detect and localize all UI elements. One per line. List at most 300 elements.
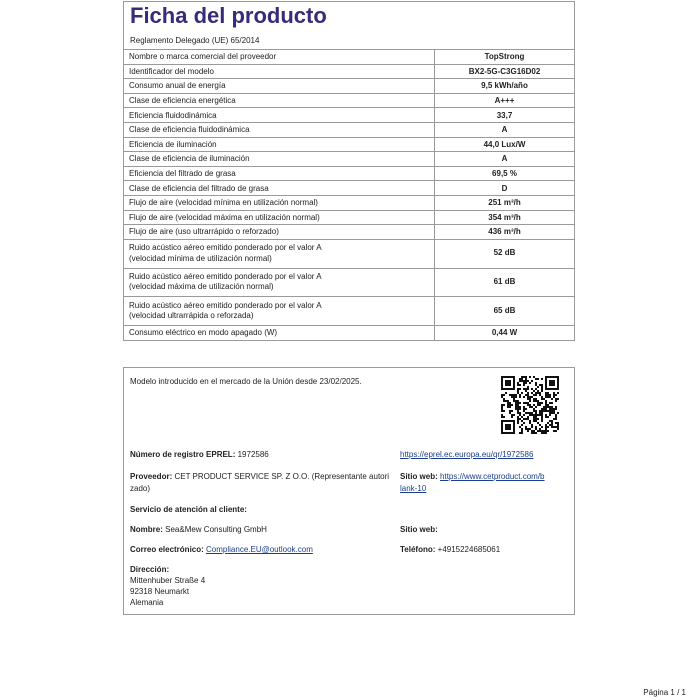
address-block <box>130 564 205 608</box>
qr-module <box>547 422 549 424</box>
email-label: Correo electrónico: <box>130 545 204 554</box>
qr-module <box>555 416 557 418</box>
qr-module <box>535 410 537 412</box>
qr-module <box>535 414 537 416</box>
qr-module <box>533 418 535 420</box>
qr-module <box>549 380 555 386</box>
qr-module <box>527 402 529 404</box>
qr-module <box>555 426 557 428</box>
qr-module <box>517 420 519 422</box>
qr-module <box>555 422 557 424</box>
qr-module <box>523 410 525 412</box>
qr-module <box>511 416 513 418</box>
qr-module <box>537 418 539 420</box>
row-label: Consumo anual de energía <box>124 79 435 94</box>
spec-table-body <box>124 50 575 341</box>
service-name-row <box>130 525 267 534</box>
qr-module <box>529 396 531 398</box>
table-row <box>124 166 575 181</box>
page-title: Ficha del producto <box>130 3 327 28</box>
qr-module <box>547 430 549 432</box>
table-row <box>124 239 575 268</box>
qr-module <box>531 396 533 398</box>
qr-module <box>535 382 537 384</box>
qr-module <box>541 386 543 388</box>
table-row <box>124 50 575 65</box>
qr-module <box>537 422 539 424</box>
qr-module <box>527 396 529 398</box>
qr-module <box>523 418 525 420</box>
qr-module <box>515 402 517 404</box>
qr-module <box>541 408 543 410</box>
qr-module <box>549 424 551 426</box>
qr-module <box>523 384 525 386</box>
provider-value-line2: zado) <box>130 484 151 493</box>
qr-module <box>521 420 523 422</box>
row-label: Identificador del modelo <box>124 64 435 79</box>
qr-module <box>553 418 555 420</box>
qr-module <box>503 398 505 400</box>
qr-module <box>501 396 503 398</box>
row-value: BX2-5G-C3G16D02 <box>435 64 575 79</box>
qr-module <box>519 378 521 380</box>
qr-module <box>525 428 527 430</box>
qr-module <box>525 426 527 428</box>
qr-module <box>545 394 547 396</box>
table-row <box>124 297 575 326</box>
table-row <box>124 137 575 152</box>
qr-module <box>527 392 529 394</box>
qr-module <box>531 412 533 414</box>
qr-module <box>555 430 557 432</box>
qr-module <box>519 414 521 416</box>
qr-module <box>523 408 525 410</box>
qr-module <box>539 424 541 426</box>
qr-module <box>511 404 513 406</box>
row-value: A <box>435 122 575 137</box>
row-value: 61 dB <box>435 268 575 297</box>
qr-module <box>517 416 519 418</box>
row-value: 251 m³/h <box>435 195 575 210</box>
eprel-row <box>130 450 269 459</box>
qr-module <box>515 394 517 396</box>
row-label <box>124 239 435 268</box>
row-label: Consumo eléctrico en modo apagado (W) <box>124 326 435 341</box>
qr-module <box>503 394 505 396</box>
table-row <box>124 326 575 341</box>
row-label: Flujo de aire (velocidad mínima en utilización normal) <box>124 195 435 210</box>
qr-module <box>547 404 549 406</box>
customer-service-label: Servicio de atención al cliente: <box>130 505 247 514</box>
qr-module <box>517 390 519 392</box>
qr-module <box>527 428 529 430</box>
qr-module <box>551 420 553 422</box>
row-value: 436 m³/h <box>435 225 575 240</box>
qr-module <box>521 392 523 394</box>
qr-module <box>521 428 523 430</box>
eprel-link[interactable]: https://eprel.ec.europa.eu/qr/1972586 <box>400 450 534 459</box>
qr-module <box>545 404 547 406</box>
qr-module <box>539 384 541 386</box>
row-value: 65 dB <box>435 297 575 326</box>
row-value: 52 dB <box>435 239 575 268</box>
row-label: Clase de eficiencia de iluminación <box>124 152 435 167</box>
qr-module <box>541 384 543 386</box>
qr-module <box>517 382 519 384</box>
row-label-line2: (velocidad máxima de utilización normal) <box>129 282 274 292</box>
qr-module <box>533 408 535 410</box>
row-label: Clase de eficiencia del filtrado de grasa <box>124 181 435 196</box>
qr-module <box>517 410 519 412</box>
qr-module <box>541 430 543 432</box>
qr-module <box>511 414 513 416</box>
row-label: Clase de eficiencia energética <box>124 93 435 108</box>
qr-module <box>507 406 509 408</box>
qr-module <box>517 404 519 406</box>
qr-module <box>519 394 521 396</box>
regulation-subtitle: Reglamento Delegado (UE) 65/2014 <box>130 36 260 45</box>
qr-module <box>521 432 523 434</box>
qr-module <box>531 432 533 434</box>
qr-module <box>529 414 531 416</box>
table-row <box>124 195 575 210</box>
qr-module <box>525 380 527 382</box>
qr-module <box>523 402 525 404</box>
qr-module <box>523 414 525 416</box>
qr-module <box>529 398 531 400</box>
website-link-line2[interactable]: lank-10 <box>400 484 427 493</box>
qr-module <box>535 420 537 422</box>
qr-module <box>525 388 527 390</box>
service-website-label: Sitio web: <box>400 525 438 534</box>
qr-module <box>539 402 541 404</box>
qr-module <box>535 426 537 428</box>
qr-module <box>533 416 535 418</box>
qr-module <box>553 392 555 394</box>
qr-module <box>525 418 527 420</box>
qr-module <box>533 390 535 392</box>
qr-module <box>501 404 503 406</box>
qr-module <box>537 390 539 392</box>
address-label: Dirección: <box>130 565 170 574</box>
table-row <box>124 122 575 137</box>
row-label: Eficiencia fluidodinámica <box>124 108 435 123</box>
qr-module <box>545 426 547 428</box>
qr-module <box>515 404 517 406</box>
qr-module <box>557 412 559 414</box>
qr-module <box>517 384 519 386</box>
document-header <box>123 1 575 49</box>
qr-module <box>553 408 555 410</box>
qr-module <box>545 430 547 432</box>
qr-module <box>505 424 511 430</box>
qr-module <box>533 410 535 412</box>
qr-module <box>503 400 505 402</box>
qr-module <box>523 406 525 408</box>
qr-module <box>543 406 545 408</box>
qr-module <box>545 432 547 434</box>
qr-module <box>529 400 531 402</box>
qr-module <box>527 398 529 400</box>
row-label: Flujo de aire (uso ultrarrápido o reforzado) <box>124 225 435 240</box>
qr-module <box>541 410 543 412</box>
eprel-number: 1972586 <box>237 450 269 459</box>
qr-code-icon[interactable] <box>501 376 559 434</box>
qr-module <box>533 430 535 432</box>
qr-module <box>525 402 527 404</box>
qr-module <box>513 398 515 400</box>
qr-module <box>549 410 551 412</box>
qr-module <box>551 398 553 400</box>
qr-module <box>551 402 553 404</box>
supplier-info-box <box>123 367 575 615</box>
qr-module <box>513 414 515 416</box>
qr-module <box>529 412 531 414</box>
qr-module <box>529 420 531 422</box>
table-row <box>124 79 575 94</box>
email-link[interactable]: Compliance.EU@outlook.com <box>206 545 313 554</box>
qr-module <box>517 422 519 424</box>
qr-module <box>545 428 547 430</box>
qr-module <box>539 430 541 432</box>
qr-module <box>503 404 505 406</box>
row-value: A <box>435 152 575 167</box>
qr-module <box>523 376 525 378</box>
table-row <box>124 64 575 79</box>
qr-module <box>547 410 549 412</box>
qr-module <box>515 396 517 398</box>
address-line-city: 92318 Neumarkt <box>130 587 190 596</box>
qr-module <box>555 408 557 410</box>
qr-module <box>511 396 513 398</box>
qr-module <box>523 388 525 390</box>
qr-module <box>535 398 537 400</box>
qr-module <box>525 408 527 410</box>
qr-module <box>541 418 543 420</box>
qr-module <box>549 412 551 414</box>
qr-module <box>551 424 553 426</box>
qr-module <box>527 416 529 418</box>
qr-module <box>545 396 547 398</box>
qr-module <box>545 392 547 394</box>
qr-module <box>551 406 553 408</box>
qr-module <box>531 426 533 428</box>
qr-module <box>527 388 529 390</box>
qr-module <box>501 406 503 408</box>
qr-module <box>519 412 521 414</box>
qr-module <box>523 382 525 384</box>
qr-module <box>541 416 543 418</box>
phone-label: Teléfono: <box>400 545 436 554</box>
qr-module <box>551 422 553 424</box>
qr-module <box>537 392 539 394</box>
qr-module <box>519 426 521 428</box>
qr-module <box>533 404 535 406</box>
qr-module <box>515 408 517 410</box>
qr-module <box>511 410 513 412</box>
qr-module <box>511 394 513 396</box>
table-row <box>124 181 575 196</box>
row-label <box>124 268 435 297</box>
row-value: D <box>435 181 575 196</box>
provider-block <box>130 471 390 495</box>
qr-module <box>533 376 535 378</box>
qr-module <box>509 410 511 412</box>
phone-value: +4915224685061 <box>437 545 501 554</box>
qr-module <box>541 402 543 404</box>
qr-module <box>519 380 521 382</box>
qr-module <box>527 394 529 396</box>
qr-module <box>531 430 533 432</box>
row-value: 0,44 W <box>435 326 575 341</box>
qr-module <box>521 380 523 382</box>
qr-module <box>545 402 547 404</box>
qr-module <box>517 406 519 408</box>
qr-module <box>541 398 543 400</box>
qr-module <box>535 416 537 418</box>
qr-module <box>547 416 549 418</box>
service-name-value: Sea&Mew Consulting GmbH <box>165 525 267 534</box>
qr-module <box>501 408 503 410</box>
qr-module <box>557 426 559 428</box>
qr-module <box>535 384 537 386</box>
qr-module <box>533 432 535 434</box>
qr-module <box>557 424 559 426</box>
qr-module <box>517 418 519 420</box>
qr-module <box>539 414 541 416</box>
qr-module <box>519 408 521 410</box>
qr-module <box>535 392 537 394</box>
qr-module <box>501 410 503 412</box>
qr-module <box>535 388 537 390</box>
qr-module <box>529 376 531 378</box>
qr-module <box>557 422 559 424</box>
qr-module <box>545 408 547 410</box>
qr-module <box>557 392 559 394</box>
qr-module <box>545 400 547 402</box>
qr-module <box>533 398 535 400</box>
qr-module <box>539 404 541 406</box>
row-value: 33,7 <box>435 108 575 123</box>
provider-label: Proveedor: <box>130 472 173 481</box>
qr-module <box>541 388 543 390</box>
qr-module <box>527 380 529 382</box>
qr-module <box>507 400 509 402</box>
row-value: 44,0 Lux/W <box>435 137 575 152</box>
qr-module <box>555 400 557 402</box>
qr-module <box>529 428 531 430</box>
qr-module <box>523 380 525 382</box>
qr-module <box>549 420 551 422</box>
qr-module <box>557 428 559 430</box>
qr-module <box>523 422 525 424</box>
qr-module <box>539 428 541 430</box>
qr-module <box>515 406 517 408</box>
qr-module <box>541 426 543 428</box>
row-value: 354 m³/h <box>435 210 575 225</box>
qr-module <box>517 402 519 404</box>
qr-module <box>533 400 535 402</box>
qr-module <box>545 414 547 416</box>
qr-module <box>503 410 505 412</box>
qr-module <box>553 412 555 414</box>
qr-module <box>547 396 549 398</box>
qr-module <box>541 378 543 380</box>
qr-module <box>533 394 535 396</box>
qr-module <box>521 430 523 432</box>
qr-module <box>519 418 521 420</box>
product-spec-table <box>123 49 575 341</box>
row-label: Eficiencia de iluminación <box>124 137 435 152</box>
qr-module <box>533 420 535 422</box>
website-block <box>400 471 570 495</box>
qr-module <box>549 396 551 398</box>
qr-module <box>547 406 549 408</box>
qr-module <box>553 394 555 396</box>
qr-module <box>543 408 545 410</box>
qr-module <box>537 386 539 388</box>
qr-module <box>535 418 537 420</box>
row-label-line1: Ruido acústico aéreo emitido ponderado por el valor A <box>129 243 322 253</box>
table-row <box>124 225 575 240</box>
qr-module <box>517 400 519 402</box>
qr-module <box>509 404 511 406</box>
qr-module <box>525 394 527 396</box>
qr-module <box>535 394 537 396</box>
qr-module <box>553 430 555 432</box>
qr-module <box>547 426 549 428</box>
qr-module <box>535 428 537 430</box>
qr-module <box>535 400 537 402</box>
qr-module <box>507 404 509 406</box>
qr-module <box>545 406 547 408</box>
qr-module <box>509 402 511 404</box>
qr-module <box>501 416 503 418</box>
qr-module <box>551 412 553 414</box>
qr-module <box>557 398 559 400</box>
qr-module <box>515 400 517 402</box>
qr-module <box>517 388 519 390</box>
qr-module <box>525 378 527 380</box>
service-name-label: Nombre: <box>130 525 163 534</box>
qr-module <box>543 432 545 434</box>
qr-module <box>525 390 527 392</box>
market-date-text: Modelo introducido en el mercado de la Unión desde 23/02/2025. <box>130 377 362 386</box>
qr-module <box>555 394 557 396</box>
qr-module <box>541 414 543 416</box>
website-label: Sitio web: <box>400 472 438 481</box>
qr-module <box>547 392 549 394</box>
qr-module <box>553 410 555 412</box>
qr-module <box>503 416 505 418</box>
qr-module <box>527 430 529 432</box>
website-link-line1[interactable]: https://www.cetproduct.com/b <box>440 472 545 481</box>
qr-module <box>543 410 545 412</box>
qr-module <box>549 414 551 416</box>
qr-module <box>507 402 509 404</box>
qr-module <box>541 432 543 434</box>
qr-module <box>553 396 555 398</box>
qr-module <box>513 394 515 396</box>
qr-module <box>517 392 519 394</box>
qr-module <box>543 430 545 432</box>
row-label: Clase de eficiencia fluidodinámica <box>124 122 435 137</box>
table-row <box>124 152 575 167</box>
qr-module <box>525 376 527 378</box>
row-label-line1: Ruido acústico aéreo emitido ponderado por el valor A <box>129 271 322 281</box>
qr-module <box>531 392 533 394</box>
address-line-street: Mittenhuber Straße 4 <box>130 576 206 585</box>
